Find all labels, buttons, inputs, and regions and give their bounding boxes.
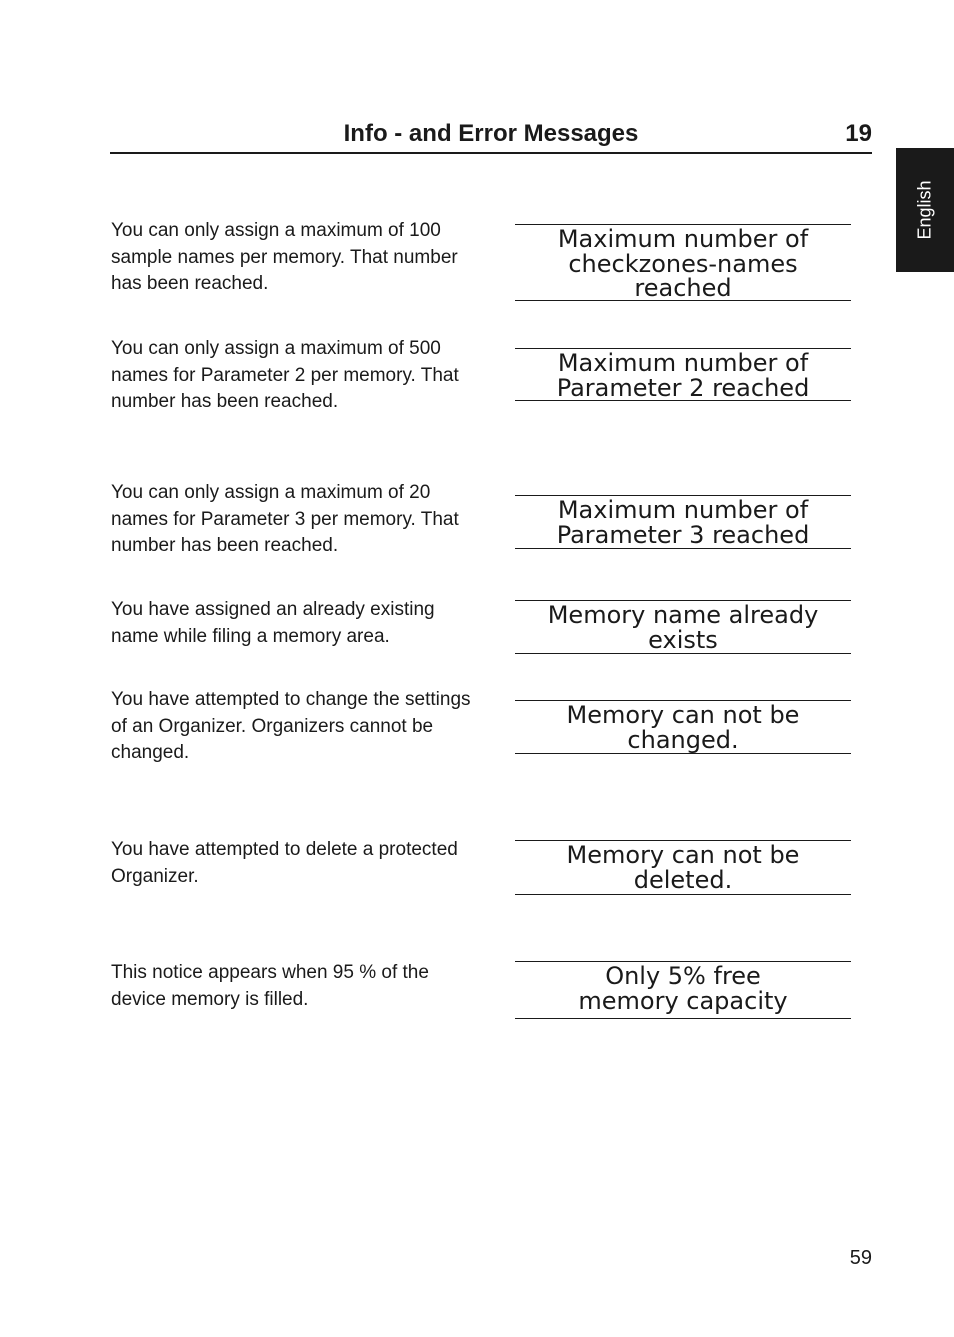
section-number: 19 bbox=[845, 120, 872, 147]
entry-description: You can only assign a maximum of 20 names for Parameter 3 per memory. That number has been reached. bbox=[111, 482, 459, 556]
display-message-box bbox=[515, 961, 851, 1019]
display-message: Memory can not be deleted. bbox=[566, 841, 800, 894]
display-message-box bbox=[515, 348, 851, 401]
display-message-box bbox=[515, 495, 851, 549]
page-title: Info - and Error Messages bbox=[343, 120, 639, 147]
display-message-box bbox=[515, 600, 851, 654]
entry-description: You have assigned an already existing name while filing a memory area. bbox=[111, 599, 435, 647]
page-header bbox=[110, 118, 872, 154]
entry-description: You can only assign a maximum of 100 sample names per memory. That number has been reached. bbox=[111, 220, 458, 294]
language-tab-label: English bbox=[914, 180, 935, 240]
display-message: Memory name already exists bbox=[547, 601, 819, 654]
display-message: Maximum number of Parameter 3 reached bbox=[556, 496, 810, 549]
display-message: Only 5% free memory capacity bbox=[578, 962, 788, 1015]
entry-description: You have attempted to delete a protected Organizer. bbox=[111, 839, 458, 887]
display-message-box bbox=[515, 700, 851, 754]
display-message-box bbox=[515, 224, 851, 301]
language-tab bbox=[896, 148, 954, 272]
display-message-box bbox=[515, 840, 851, 895]
display-message: Memory can not be changed. bbox=[566, 701, 800, 754]
entry-description: This notice appears when 95 % of the device memory is filled. bbox=[111, 962, 429, 1010]
display-message: Maximum number of Parameter 2 reached bbox=[556, 349, 810, 402]
entry-description: You have attempted to change the settings of an Organizer. Organizers cannot be changed. bbox=[111, 689, 471, 763]
entry-description: You can only assign a maximum of 500 names for Parameter 2 per memory. That number has been reached. bbox=[111, 338, 459, 412]
page-number: 59 bbox=[849, 1247, 872, 1269]
display-message: Maximum number of checkzones-names reached bbox=[557, 225, 809, 302]
